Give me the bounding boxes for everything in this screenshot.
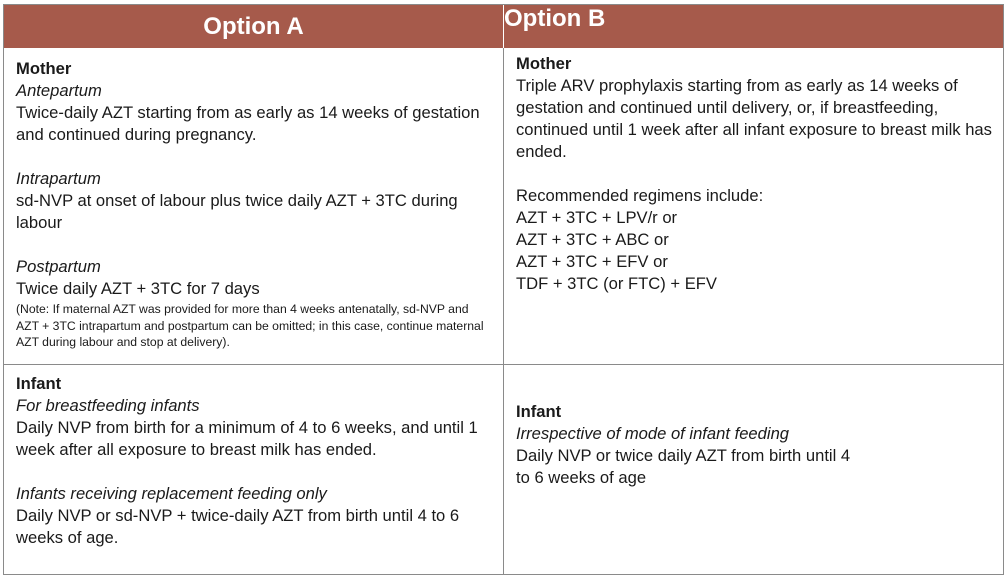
postpartum-text: Twice daily AZT + 3TC for 7 days (16, 279, 260, 298)
antepartum-text: Twice-daily AZT starting from as early as 14 weeks of gestation and continued during pregnancy. (16, 103, 480, 144)
infant-regimen-text: Daily NVP or twice daily AZT from birth until 4 to 6 weeks of age (516, 446, 851, 487)
mother-heading: Mother (16, 59, 72, 78)
regimen-item: AZT + 3TC + EFV or (516, 252, 668, 271)
cell-option-b-infant (504, 365, 1003, 574)
regimen-item: AZT + 3TC + LPV/r or (516, 208, 678, 227)
infant-heading: Infant (16, 374, 62, 393)
breastfeeding-label: For breastfeeding infants (16, 396, 200, 415)
triple-arv-text: Triple ARV prophylaxis starting from as early as 14 weeks of gestation and continued until delivery, or, if breastfeeding, continued until 1 week after all infant exposure to breast milk has ended. (516, 76, 992, 161)
replacement-feeding-label: Infants receiving replacement feeding only (16, 484, 327, 503)
intrapartum-text: sd-NVP at onset of labour plus twice daily AZT + 3TC during labour (16, 191, 458, 232)
antepartum-label: Antepartum (16, 81, 102, 100)
infant-heading: Infant (516, 402, 562, 421)
feeding-mode-label: Irrespective of mode of infant feeding (516, 424, 790, 443)
postpartum-label: Postpartum (16, 257, 101, 276)
header-option-a: Option A (4, 5, 504, 48)
regimen-table (3, 4, 1004, 575)
cell-option-b-mother (504, 48, 1003, 365)
mother-heading: Mother (516, 54, 572, 73)
cell-option-a-mother (4, 48, 504, 365)
regimen-item: AZT + 3TC + ABC or (516, 230, 669, 249)
cell-option-a-infant (4, 365, 504, 574)
regimen-item: TDF + 3TC (or FTC) + EFV (516, 274, 717, 293)
intrapartum-label: Intrapartum (16, 169, 101, 188)
regimens-intro: Recommended regimens include: (516, 186, 764, 205)
postpartum-note: (Note: If maternal AZT was provided for more than 4 weeks antenatally, sd-NVP and AZT + 3TC intrapartum and postpartum can be omitted; in this case, continue maternal AZT during labour and stop at delivery). (16, 302, 484, 349)
header-option-b: Option B (504, 5, 1003, 48)
replacement-feeding-text: Daily NVP or sd-NVP + twice-daily AZT from birth until 4 to 6 weeks of age. (16, 506, 460, 547)
breastfeeding-text: Daily NVP from birth for a minimum of 4 to 6 weeks, and until 1 week after all exposure to breast milk has ended. (16, 418, 478, 459)
